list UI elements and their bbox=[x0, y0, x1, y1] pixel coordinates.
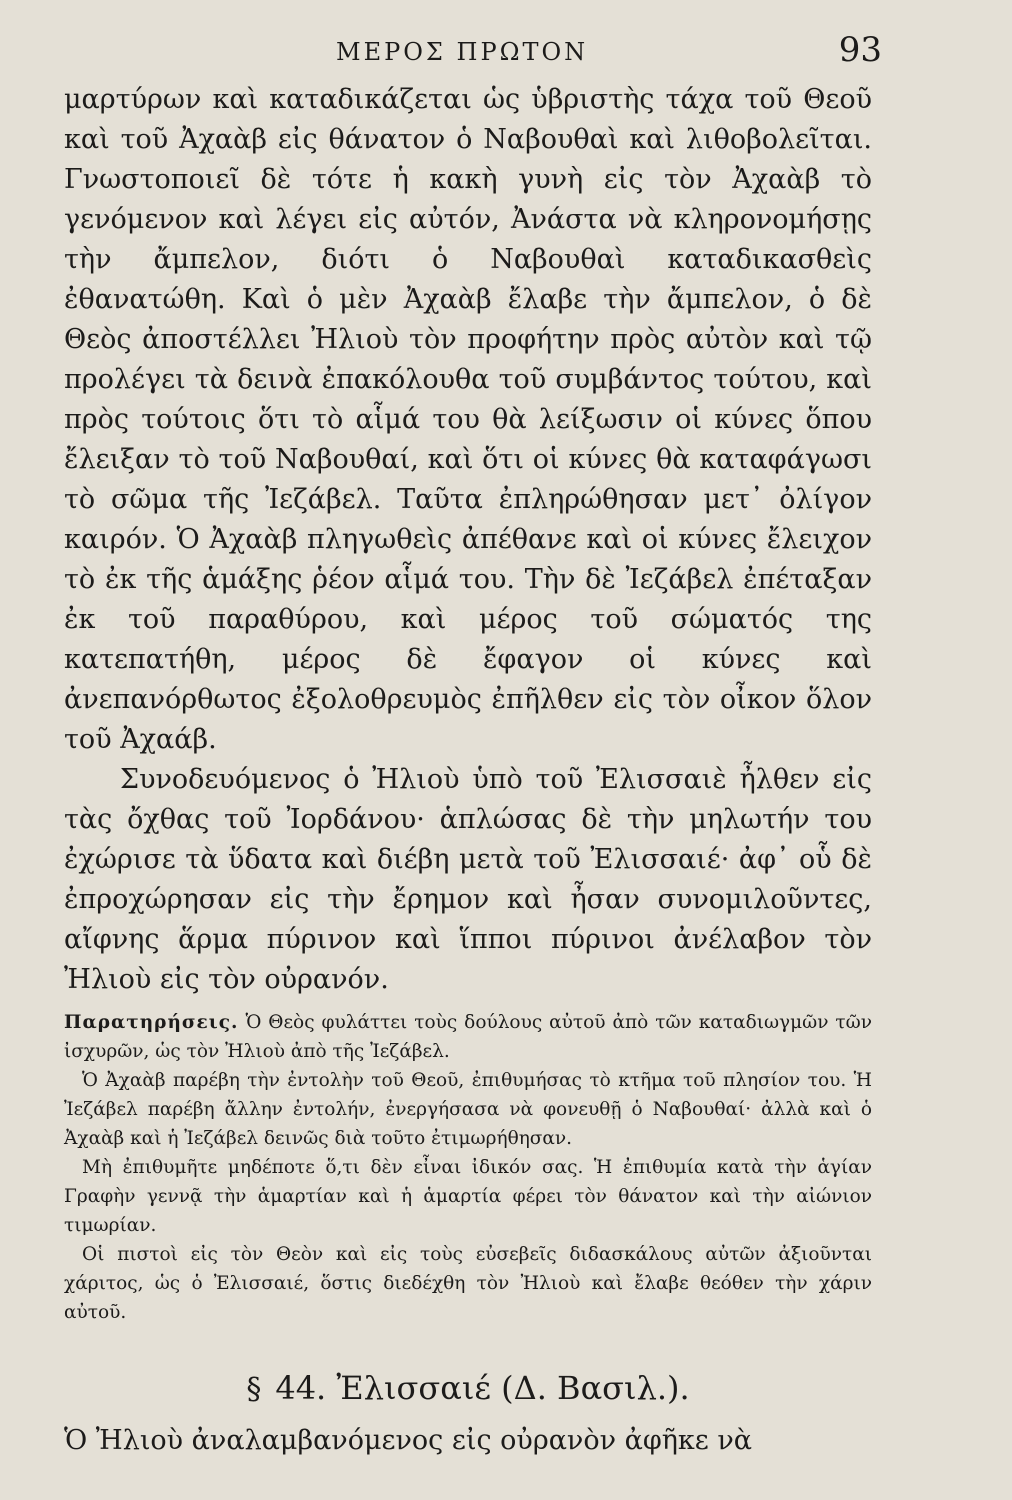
page-number: 93 bbox=[838, 30, 882, 70]
page-header bbox=[64, 30, 882, 70]
note-paragraph: Οἱ πιστοὶ εἰς τὸν Θεὸν καὶ εἰς τοὺς εὐσεβεῖς διδασκάλους αὐτῶν ἀξιοῦνται χάριτος, ὡς ὁ Ἐλισσαιέ, ὅστις διεδέχθη τὸν Ἠλιοὺ καὶ ἔλαβε θεόθεν τὴν χάριν αὐτοῦ. bbox=[64, 1244, 872, 1323]
section-first-line: Ὁ Ἠλιοὺ ἀναλαμβανόμενος εἰς οὐρανὸν ἀφῆκε νὰ bbox=[64, 1425, 752, 1456]
observations bbox=[64, 1008, 872, 1327]
section-heading bbox=[64, 1369, 872, 1407]
section-symbol: § bbox=[246, 1372, 262, 1407]
section-title: 44. Ἐλισσαιέ (Δ. Βασιλ.). bbox=[275, 1369, 690, 1407]
main-text bbox=[64, 80, 872, 1000]
running-title: ΜΕΡΟΣ ΠΡΩΤΟΝ bbox=[336, 38, 589, 66]
note-paragraph: Ὁ Ἀχαὰβ παρέβη τὴν ἐντολὴν τοῦ Θεοῦ, ἐπιθυμήσας τὸ κτῆμα τοῦ πλησίον του. Ἡ Ἰεζάβελ παρέβη ἄλλην ἐντολήν, ἐνεργήσασα νὰ φονευθῇ ὁ Ναβουθαί· ἀλλὰ καὶ ὁ Ἀχαὰβ καὶ ἡ Ἰεζάβελ δεινῶς διὰ τοῦτο ἐτιμωρήθησαν. bbox=[64, 1070, 872, 1149]
paragraph: Συνοδευόμενος ὁ Ἠλιοὺ ὑπὸ τοῦ Ἐλισσαιὲ ἦλθεν εἰς τὰς ὄχθας τοῦ Ἰορδάνου· ἁπλώσας δὲ τὴν μηλωτήν του ἐχώρισε τὰ ὕδατα καὶ διέβη μετὰ τοῦ Ἐλισσαιέ· ἀφ᾽ οὗ δὲ ἐπροχώρησαν εἰς τὴν ἔρημον καὶ ἦσαν συνομιλοῦντες, αἴφνης ἅρμα πύρινον καὶ ἵπποι πύρινοι ἀνέλαβον τὸν Ἠλιοὺ εἰς τὸν οὐρανόν. bbox=[64, 764, 872, 995]
note-paragraph: Μὴ ἐπιθυμῆτε μηδέποτε ὅ,τι δὲν εἶναι ἰδικόν σας. Ἡ ἐπιθυμία κατὰ τὴν ἁγίαν Γραφὴν γεννᾷ τὴν ἁμαρτίαν καὶ ἡ ἁμαρτία φέρει τὸν θάνατον καὶ τὴν αἰώνιον τιμωρίαν. bbox=[64, 1157, 872, 1236]
note-paragraph bbox=[64, 1008, 872, 1066]
note-text: Ὁ Θεὸς φυλάττει τοὺς δούλους αὐτοῦ ἀπὸ τῶν καταδιωγμῶν τῶν ἰσχυρῶν, ὡς τὸν Ἠλιοὺ ἀπὸ τῆς Ἰεζάβελ. bbox=[64, 1012, 872, 1062]
paragraph: μαρτύρων καὶ καταδικάζεται ὡς ὑβριστὴς τάχα τοῦ Θεοῦ καὶ τοῦ Ἀχαὰβ εἰς θάνατον ὁ Ναβουθαὶ καὶ λιθοβολεῖται. Γνωστοποιεῖ δὲ τότε ἡ κακὴ γυνὴ εἰς τὸν Ἀχαὰβ τὸ γενόμενον καὶ λέγει εἰς αὐτόν, Ἀνάστα νὰ κληρονομήσῃς τὴν ἄμπελον, διότι ὁ Ναβουθαὶ καταδικασθεὶς ἐθανατώθη. Καὶ ὁ μὲν Ἀχαὰβ ἔλαβε τὴν ἄμπελον, ὁ δὲ Θεὸς ἀποστέλλει Ἠλιοὺ τὸν προφήτην πρὸς αὐτὸν καὶ τῷ προλέγει τὰ δεινὰ ἐπακόλουθα τοῦ συμβάντος τούτου, καὶ πρὸς τούτοις ὅτι τὸ αἷμά του θὰ λείξωσιν οἱ κύνες ὅπου ἔλειξαν τὸ τοῦ Ναβουθαί, καὶ ὅτι οἱ κύνες θὰ καταφάγωσι τὸ σῶμα τῆς Ἰεζάβελ. Ταῦτα ἐπληρώθησαν μετ᾽ ὀλίγον καιρόν. Ὁ Ἀχαὰβ πληγωθεὶς ἀπέθανε καὶ οἱ κύνες ἔλειχον τὸ ἐκ τῆς ἁμάξης ῥέον αἷμά του. Τὴν δὲ Ἰεζάβελ ἐπέταξαν ἐκ τοῦ παραθύρου, καὶ μέρος τοῦ σώματός της κατεπατήθη, μέρος δὲ ἔφαγον οἱ κύνες καὶ ἀνεπανόρθωτος ἐξολοθρευμὸς ἐπῆλθεν εἰς τὸν οἶκον ὅλον τοῦ Ἀχαάβ. bbox=[64, 84, 872, 755]
observations-label: Παρατηρήσεις. bbox=[64, 1012, 239, 1033]
